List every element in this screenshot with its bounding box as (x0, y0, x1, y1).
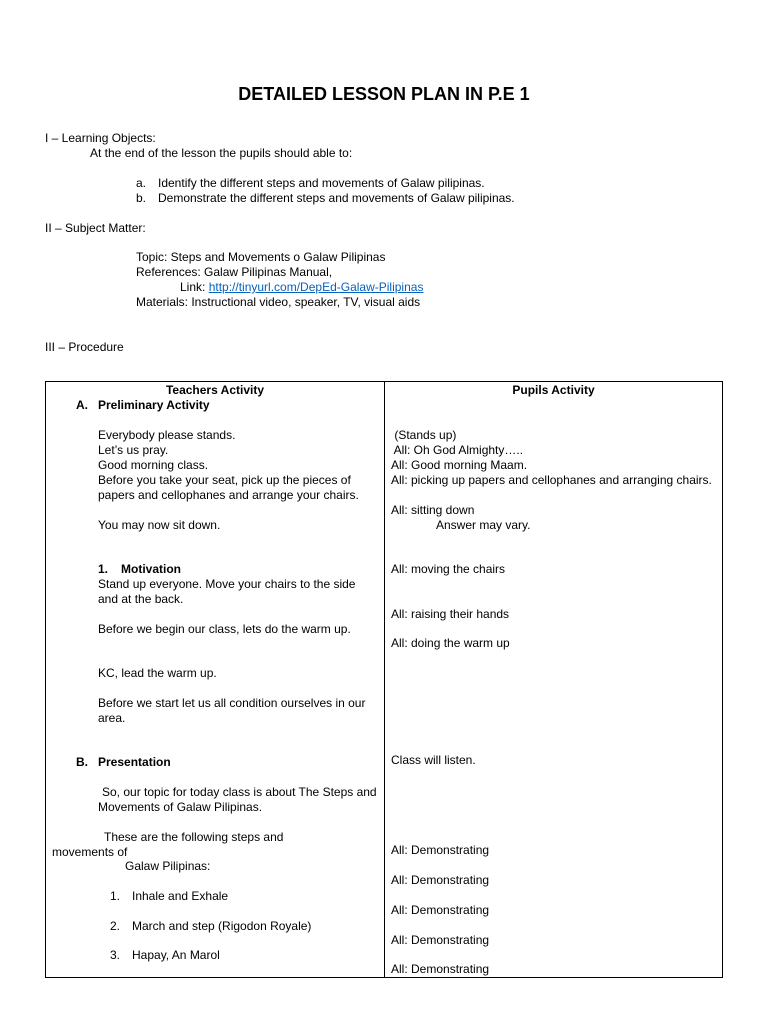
teacher-line: These are the following steps and (104, 830, 284, 844)
teacher-line: movements of (52, 845, 128, 859)
pupil-line: All: Demonstrating (391, 843, 490, 857)
step-marker: 1. (110, 889, 121, 903)
pupil-line: Answer may vary. (436, 518, 531, 532)
objectives-heading: I – Learning Objects: (45, 131, 156, 145)
teacher-line: Let’s us pray. (98, 443, 169, 457)
step-text: March and step (Rigodon Royale) (132, 919, 312, 933)
teacher-line: Everybody please stands. (98, 428, 236, 442)
pupil-line: All: Oh God Almighty….. (391, 443, 524, 457)
teacher-line: You may now sit down. (98, 518, 221, 532)
objectives-intro: At the end of the lesson the pupils should able to: (90, 146, 353, 160)
procedure-heading: III – Procedure (45, 340, 124, 354)
step-marker: 2. (110, 919, 121, 933)
preliminary-label: Preliminary Activity (98, 398, 210, 412)
motivation-marker: 1. (98, 562, 109, 576)
topic-line: Topic: Steps and Movements o Galaw Pilipinas (136, 250, 386, 264)
page-title: DETAILED LESSON PLAN IN P.E 1 (238, 84, 530, 104)
teacher-line: Before you take your seat, pick up the pieces of papers and cellophanes and arrange your chairs. (98, 473, 359, 502)
pupil-line: All: Demonstrating (391, 873, 490, 887)
step-text: Hapay, An Marol (132, 948, 220, 962)
materials-line: Materials: Instructional video, speaker, TV, visual aids (136, 295, 421, 309)
presentation-marker: B. (76, 755, 88, 769)
link-line (180, 280, 423, 295)
objective-a-marker: a. (136, 176, 147, 190)
preliminary-marker: A. (76, 398, 88, 412)
pupil-line: All: Demonstrating (391, 933, 490, 947)
pupil-line: Class will listen. (391, 753, 476, 767)
pupil-line: All: Demonstrating (391, 903, 490, 917)
pupil-line: All: raising their hands (391, 607, 510, 621)
motivation-label: Motivation (121, 562, 181, 576)
teacher-line: Before we begin our class, lets do the warm up. (98, 622, 351, 636)
pupil-line: All: Good morning Maam. (391, 458, 528, 472)
teacher-column-header: Teachers Activity (165, 383, 265, 397)
teacher-line: Galaw Pilipinas: (125, 859, 211, 873)
column-divider (384, 382, 385, 977)
references-line: References: Galaw Pilipinas Manual, (136, 265, 333, 279)
presentation-label: Presentation (98, 755, 171, 769)
teacher-line: Stand up everyone. Move your chairs to the side and at the back. (98, 577, 356, 606)
pupil-line: All: sitting down (391, 503, 475, 517)
teacher-line: KC, lead the warm up. (98, 666, 217, 680)
pupil-line: All: moving the chairs (391, 562, 506, 576)
pupil-line: All: picking up papers and cellophanes and arranging chairs. (391, 473, 712, 487)
pupil-line: (Stands up) (391, 428, 457, 442)
procedure-table (45, 381, 723, 978)
subject-matter-heading: II – Subject Matter: (45, 221, 146, 235)
teacher-line: So, our topic for today class is about The Steps and Movements of Galaw Pilipinas. (98, 785, 377, 814)
reference-link[interactable]: http://tinyurl.com/DepEd-Galaw-Pilipinas (208, 280, 424, 294)
step-marker: 3. (110, 948, 121, 962)
objective-b-text: Demonstrate the different steps and movements of Galaw pilipinas. (158, 191, 515, 205)
teacher-line: Good morning class. (98, 458, 209, 472)
pupil-line: All: Demonstrating (391, 962, 490, 976)
pupil-line: All: doing the warm up (391, 636, 510, 650)
objective-b-marker: b. (136, 191, 147, 205)
objective-a-text: Identify the different steps and movements of Galaw pilipinas. (158, 176, 485, 190)
link-label: Link: (180, 280, 209, 294)
step-text: Inhale and Exhale (132, 889, 229, 903)
pupil-column-header: Pupils Activity (512, 383, 595, 397)
teacher-line: Before we start let us all condition ourselves in our area. (98, 696, 366, 725)
